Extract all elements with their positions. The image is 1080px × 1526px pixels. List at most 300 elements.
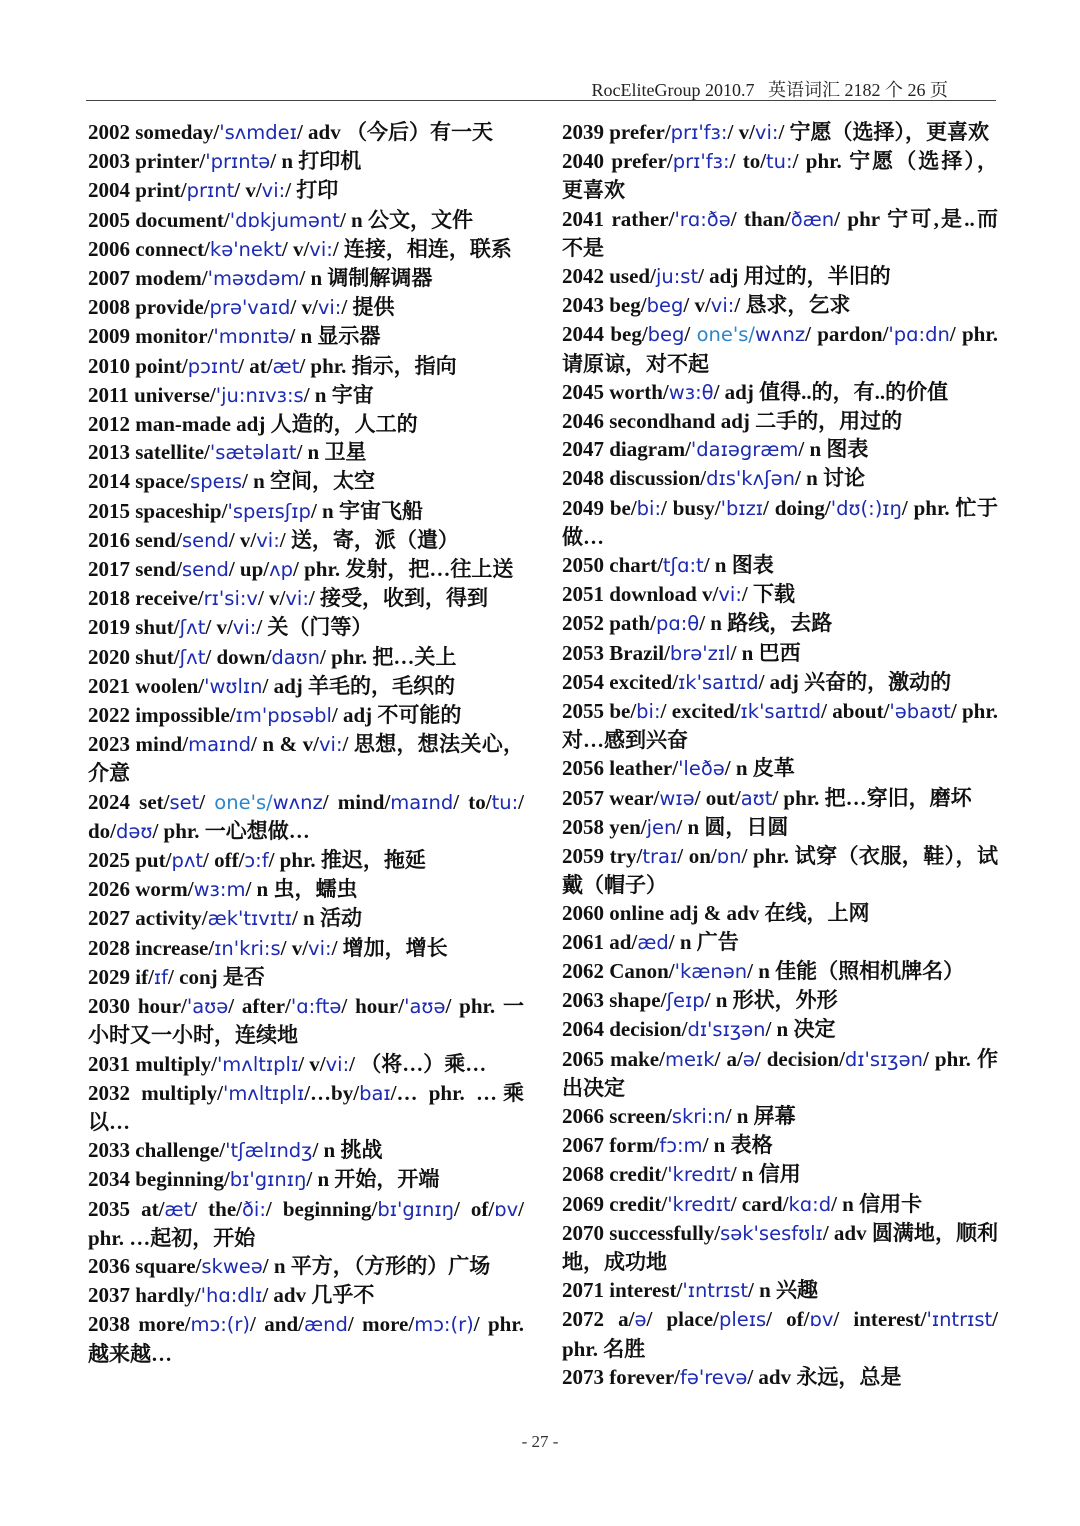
vocab-entry bbox=[88, 992, 524, 1049]
left-column bbox=[88, 118, 524, 1368]
phonetic: bɪ'gɪnɪŋ bbox=[377, 1197, 454, 1221]
vocab-entry bbox=[88, 730, 524, 787]
entry-text: / down/ bbox=[205, 644, 272, 669]
entry-word: 2065 make/ bbox=[562, 1046, 665, 1071]
entry-word: 2004 print/ bbox=[88, 178, 187, 203]
entry-text: / than/ bbox=[730, 206, 791, 231]
phonetic: kə'nekt bbox=[209, 237, 282, 261]
phonetic: tu: bbox=[766, 150, 793, 174]
phonetic: 'wʊlɪn bbox=[204, 674, 263, 698]
entry-text: / and/ bbox=[250, 1312, 304, 1337]
entry-word: 2005 document/ bbox=[88, 207, 230, 232]
phonetic: 'bɪzɪ bbox=[720, 496, 764, 520]
entry-text: / 下载 bbox=[741, 582, 796, 607]
vocab-entry bbox=[562, 842, 998, 899]
phonetic-ones: one's/ bbox=[214, 790, 273, 814]
entry-word: 2051 download bbox=[562, 582, 697, 607]
phonetic: brə'zɪl bbox=[669, 641, 731, 665]
vocab-entry bbox=[88, 1281, 524, 1310]
phonetic: 'hɑ:dlɪ bbox=[200, 1284, 263, 1308]
phonetic: vi: bbox=[319, 733, 343, 757]
entry-text: / of/ bbox=[453, 1196, 495, 1221]
entry-text: / n 宇宙飞船 bbox=[310, 498, 423, 523]
entry-text: / n 开始，开端 bbox=[306, 1167, 440, 1192]
entry-word: 2012 man-made bbox=[88, 412, 231, 437]
header-text bbox=[592, 76, 948, 102]
phonetic: vi: bbox=[710, 294, 735, 318]
entry-text: / n 讨论 bbox=[795, 466, 866, 491]
phonetic: ɪn'kri:s bbox=[214, 936, 281, 960]
entry-word: 2034 beginning/ bbox=[88, 1167, 230, 1192]
entry-word: 2028 increase/ bbox=[88, 935, 215, 960]
phonetic: 'ɪntrɪst bbox=[682, 1279, 749, 1303]
vocab-entry bbox=[88, 352, 524, 381]
entry-text: / phr. 越来越… bbox=[88, 1312, 524, 1366]
entry-text: / phr. 试穿（衣服，鞋），试戴（帽子） bbox=[562, 844, 998, 898]
vocab-entry bbox=[88, 264, 524, 293]
phonetic: bi: bbox=[636, 700, 661, 724]
phonetic: prə'vaɪd bbox=[209, 296, 291, 320]
entry-text: / phr. 忙于做… bbox=[562, 495, 998, 549]
vocab-entry bbox=[562, 1131, 998, 1160]
entry-word: 2043 beg/ bbox=[562, 293, 647, 318]
entry-word: 2056 leather/ bbox=[562, 756, 679, 781]
vocab-entry bbox=[88, 584, 524, 613]
phonetic: 'kredɪt bbox=[667, 1192, 731, 1216]
entry-word: 2045 worth/ bbox=[562, 379, 669, 404]
entry-word: 2073 forever/ bbox=[562, 1364, 680, 1389]
vocab-entry bbox=[562, 754, 998, 783]
phonetic: ə bbox=[742, 1047, 755, 1071]
phonetic: 'dʊ(:)ɪŋ bbox=[830, 496, 902, 520]
entry-word: 2041 rather/ bbox=[562, 206, 675, 231]
vocab-entry bbox=[562, 609, 998, 638]
vocab-entry bbox=[88, 235, 524, 264]
entry-word: 2022 impossible/ bbox=[88, 703, 236, 728]
entry-text: adj 人造的，人工的 bbox=[230, 412, 418, 437]
entry-text: / n 形状，外形 bbox=[704, 988, 838, 1013]
phonetic: 'kredɪt bbox=[667, 1163, 731, 1187]
vocab-entry bbox=[88, 963, 524, 992]
entry-word: 2013 satellite/ bbox=[88, 440, 210, 465]
entry-text: / phr. 发射，把…往上送 bbox=[293, 557, 514, 582]
phonetic: maɪnd bbox=[188, 733, 252, 757]
phonetic: prɪ'fɜ: bbox=[670, 121, 728, 144]
phonetic: fə'revə bbox=[679, 1365, 748, 1389]
entry-text: / adj 兴奋的，激动的 bbox=[758, 669, 952, 694]
phonetic: ju:st bbox=[655, 265, 699, 289]
phonetic: vi: bbox=[232, 616, 257, 640]
entry-word: 2057 wear/ bbox=[562, 785, 660, 810]
entry-text: / n 决定 bbox=[765, 1017, 836, 1042]
entry-word: 2003 printer/ bbox=[88, 149, 206, 174]
entry-word: 2023 mind/ bbox=[88, 732, 189, 757]
entry-word: 2027 activity/ bbox=[88, 906, 208, 931]
phonetic: tu: bbox=[491, 790, 519, 814]
entry-text: / to/ bbox=[729, 149, 767, 174]
entry-word: 2025 put/ bbox=[88, 848, 172, 873]
entry-text: / adv 几乎不 bbox=[262, 1283, 375, 1308]
vocab-entry bbox=[88, 438, 524, 467]
entry-text: / 关（门等） bbox=[256, 615, 373, 640]
entry-word: 2054 excited/ bbox=[562, 669, 679, 694]
entry-text: / v/ bbox=[234, 178, 262, 203]
entry-text: / more/ bbox=[347, 1312, 415, 1337]
entry-word: 2067 form/ bbox=[562, 1133, 660, 1158]
entry-word: 2033 challenge/ bbox=[88, 1138, 226, 1163]
entry-text: / adj 羊毛的，毛织的 bbox=[262, 673, 455, 698]
phonetic: vi: bbox=[317, 296, 342, 320]
entry-text: / 增加，增长 bbox=[331, 935, 448, 960]
phonetic: vi: bbox=[256, 528, 280, 552]
phonetic: ðæn bbox=[790, 207, 835, 231]
entry-text: / v/ bbox=[298, 1051, 326, 1076]
phonetic: 'tʃælɪndʒ bbox=[225, 1139, 313, 1163]
phonetic: vi: bbox=[285, 587, 309, 611]
entry-text: / phr. 指示，指向 bbox=[299, 353, 457, 378]
phonetic: pleɪs bbox=[718, 1308, 767, 1332]
vocab-entry bbox=[88, 293, 524, 322]
entry-text: / phr. 作出决定 bbox=[562, 1046, 999, 1100]
vocab-entry bbox=[88, 526, 524, 555]
phonetic: wɪə bbox=[659, 786, 695, 810]
entry-word: 2059 try/ bbox=[562, 844, 643, 869]
entry-word: 2044 beg/ bbox=[562, 322, 648, 347]
entry-text: / n 表格 bbox=[702, 1133, 773, 1158]
page-header bbox=[0, 0, 1080, 100]
vocab-entry bbox=[562, 697, 998, 754]
vocab-entry bbox=[562, 639, 998, 668]
phonetic: ænd bbox=[303, 1313, 348, 1337]
phonetic: mɔ:(r) bbox=[414, 1313, 474, 1337]
entry-text: / n 图表 bbox=[798, 437, 869, 462]
entry-text: / phr. 把…关上 bbox=[320, 644, 457, 669]
vocab-entry bbox=[88, 875, 524, 904]
phonetic: ɒn bbox=[716, 845, 742, 869]
phonetic: meɪk bbox=[664, 1047, 715, 1071]
phonetic: ɪk'saɪtɪd bbox=[678, 670, 759, 694]
phonetic: ɒv bbox=[809, 1308, 834, 1332]
entry-text: / n 宇宙 bbox=[303, 382, 374, 407]
right-column bbox=[562, 118, 998, 1392]
vocab-entry bbox=[88, 672, 524, 701]
vocab-entry bbox=[562, 899, 998, 927]
phonetic: ʃʌt bbox=[179, 616, 206, 640]
phonetic: skweə bbox=[201, 1254, 263, 1278]
entry-text: / phr. 把…穿旧，磨坏 bbox=[772, 785, 972, 810]
entry-text: adj & adv 在线，上网 bbox=[664, 901, 870, 926]
entry-word: 2058 yen/ bbox=[562, 814, 647, 839]
entry-text: / phr. 对…感到兴奋 bbox=[562, 699, 998, 753]
entry-text: / n 平方，（方形的）广场 bbox=[262, 1253, 491, 1278]
phonetic: vi: bbox=[754, 121, 779, 144]
vocab-entry bbox=[562, 784, 998, 813]
phonetic: dəʊ bbox=[116, 819, 153, 843]
entry-text: / n 信用 bbox=[730, 1162, 801, 1187]
phonetic: 'ɪntrɪst bbox=[926, 1308, 993, 1332]
vocab-entry bbox=[88, 147, 524, 176]
entry-text: / v/ bbox=[281, 236, 310, 261]
vocab-entry bbox=[88, 1050, 524, 1079]
vocab-entry bbox=[562, 407, 998, 435]
entry-text: / n 卫星 bbox=[296, 440, 367, 465]
vocab-entry bbox=[562, 1305, 998, 1362]
phonetic: vi: bbox=[309, 237, 333, 261]
entry-word: 2062 Canon/ bbox=[562, 958, 675, 983]
phonetic: 'sʌmdeɪ bbox=[219, 121, 297, 144]
entry-text: / off/ bbox=[203, 848, 245, 873]
vocab-entry bbox=[88, 322, 524, 351]
entry-text: / beginning/ bbox=[265, 1196, 378, 1221]
entry-text: / 接受，收到，得到 bbox=[308, 586, 489, 611]
entry-text: / adv 永远，总是 bbox=[747, 1364, 902, 1389]
vocab-entry bbox=[562, 957, 998, 986]
phonetic: ɪk'saɪtɪd bbox=[740, 700, 822, 724]
vocab-entry bbox=[562, 378, 998, 407]
entry-text: / conj 是否 bbox=[168, 964, 265, 989]
vocab-entry bbox=[562, 435, 998, 464]
entry-text: / up/ bbox=[228, 557, 270, 582]
vocab-entry bbox=[88, 788, 524, 846]
entry-text: / n 挑战 bbox=[312, 1138, 383, 1163]
phonetic: bɪ'gɪnɪŋ bbox=[229, 1168, 307, 1192]
vocab-entry bbox=[562, 118, 998, 147]
phonetic: bi: bbox=[636, 496, 662, 520]
entry-text: / n 显示器 bbox=[289, 324, 381, 349]
phonetic: æd bbox=[637, 930, 669, 954]
entry-text: / n 信用卡 bbox=[831, 1191, 923, 1216]
phonetic: wɜ:θ bbox=[668, 380, 714, 404]
entry-word: 2017 send/ bbox=[88, 557, 182, 582]
entry-text: / adv （今后）有一天 bbox=[296, 120, 493, 144]
phonetic: wʌnz bbox=[272, 790, 323, 814]
entry-word: 2048 discussion/ bbox=[562, 466, 707, 491]
phonetic: ɒv bbox=[494, 1197, 519, 1221]
phonetic-ones: one's/ bbox=[696, 323, 755, 347]
entry-text: / n 兴趣 bbox=[748, 1278, 819, 1303]
phonetic: skri:n bbox=[671, 1104, 726, 1128]
phonetic: aʊt bbox=[740, 786, 773, 810]
entry-word: 2037 hardly/ bbox=[88, 1283, 201, 1308]
phonetic: pɔɪnt bbox=[187, 354, 239, 378]
phonetic: 'dɒkjumənt bbox=[229, 208, 340, 232]
entry-text: / to/ bbox=[453, 789, 492, 814]
entry-word: 2026 worm/ bbox=[88, 877, 194, 902]
vocab-entry bbox=[562, 813, 998, 842]
vocab-entry bbox=[88, 176, 524, 205]
phonetic: vi: bbox=[261, 179, 286, 203]
entry-text: / 连接，相连，联系 bbox=[332, 236, 512, 261]
entry-word: 2006 connect/ bbox=[88, 236, 210, 261]
vocab-entry bbox=[562, 928, 998, 957]
phonetic: æk'tɪvɪtɪ bbox=[207, 907, 292, 931]
vocab-entry bbox=[88, 904, 524, 933]
phonetic: wʌnz bbox=[754, 323, 806, 347]
phonetic: wɜ:m bbox=[193, 878, 246, 902]
phonetic: baɪ bbox=[359, 1081, 391, 1105]
vocab-entry bbox=[88, 1252, 524, 1281]
entry-text: / n 活动 bbox=[291, 906, 362, 931]
vocab-entry bbox=[562, 1045, 998, 1102]
entry-text: / on/ bbox=[677, 844, 717, 869]
phonetic: kɑ:d bbox=[788, 1192, 832, 1216]
entry-text: / adj 用过的，半旧的 bbox=[698, 264, 891, 289]
entry-text: / n & v/ bbox=[251, 732, 319, 757]
entry-word: 2038 more/ bbox=[88, 1312, 191, 1337]
vocab-entry bbox=[562, 1015, 998, 1044]
entry-text: / mind/ bbox=[322, 789, 391, 814]
phonetic: daʊn bbox=[271, 645, 321, 669]
phonetic: ɪf bbox=[153, 965, 169, 989]
entry-text: adj 二手的，用过的 bbox=[715, 409, 903, 434]
phonetic: 'leðə bbox=[678, 757, 725, 781]
vocab-entry bbox=[562, 262, 998, 291]
phonetic: vi: bbox=[325, 1052, 350, 1076]
vocab-entry bbox=[562, 1190, 998, 1219]
vocab-entry bbox=[88, 497, 524, 526]
entry-word: 2032 multiply/ bbox=[88, 1080, 223, 1105]
entry-text: / v/ bbox=[257, 586, 286, 611]
entry-text: / n 打印机 bbox=[270, 149, 362, 174]
vocab-entry bbox=[88, 1195, 524, 1252]
vocab-entry bbox=[562, 1276, 998, 1305]
entry-word: 2008 provide/ bbox=[88, 295, 210, 320]
phonetic: ə bbox=[634, 1308, 647, 1332]
phonetic: 'mɒnɪtə bbox=[213, 325, 290, 349]
header-title: 英语词汇 2182 个 26 页 bbox=[768, 80, 948, 100]
entry-word: 2016 send/ bbox=[88, 527, 182, 552]
entry-word: 2068 credit/ bbox=[562, 1162, 668, 1187]
entry-word: 2009 monitor/ bbox=[88, 324, 214, 349]
phonetic: send bbox=[181, 528, 229, 552]
phonetic: 'speɪsʃɪp bbox=[227, 499, 311, 523]
entry-word: 2040 prefer/ bbox=[562, 149, 673, 174]
phonetic: beg bbox=[646, 294, 684, 318]
entry-word: 2042 used/ bbox=[562, 264, 656, 289]
entry-word: 2063 shape/ bbox=[562, 988, 667, 1013]
entry-text: / phr. 推迟，拖延 bbox=[268, 848, 426, 873]
vocab-entry bbox=[562, 668, 998, 697]
vocab-entry bbox=[562, 320, 998, 377]
entry-text: / v/ bbox=[280, 935, 309, 960]
entry-text: / v/ bbox=[727, 120, 755, 144]
entry-text: / phr 宁可,是..而不是 bbox=[562, 206, 998, 260]
entry-text: / excited/ bbox=[660, 699, 741, 724]
vocab-entry bbox=[562, 1160, 998, 1189]
entry-text: v/ bbox=[696, 582, 719, 607]
entry-text: / do/ bbox=[88, 789, 524, 843]
phonetic: 'prɪntə bbox=[205, 150, 271, 174]
entry-text: / v/ bbox=[683, 293, 711, 318]
entry-text: / （将…）乘… bbox=[349, 1051, 487, 1076]
phonetic: send bbox=[181, 558, 229, 582]
vocab-entry bbox=[88, 118, 524, 147]
entry-word: 2050 chart/ bbox=[562, 553, 663, 578]
phonetic: 'ju:nɪvɜ:s bbox=[215, 383, 304, 407]
entry-word: 2055 be/ bbox=[562, 699, 637, 724]
entry-text: / doing/ bbox=[763, 495, 831, 520]
phonetic: æt bbox=[164, 1197, 192, 1221]
phonetic: 'sætəlaɪt bbox=[209, 441, 297, 465]
entry-text: / decision/ bbox=[754, 1046, 845, 1071]
phonetic: beg bbox=[647, 323, 685, 347]
entry-word: 2036 square/ bbox=[88, 1253, 202, 1278]
entry-word: 2029 if/ bbox=[88, 964, 154, 989]
entry-text: / after/ bbox=[228, 994, 291, 1019]
vocab-entry bbox=[88, 701, 524, 730]
phonetic: ʃʌt bbox=[179, 645, 206, 669]
entry-text: / phr. 名胜 bbox=[562, 1307, 998, 1361]
entry-word: 2060 online bbox=[562, 901, 665, 926]
entry-word: 2019 shut/ bbox=[88, 615, 180, 640]
phonetic: prɪnt bbox=[186, 179, 235, 203]
entry-word: 2002 someday/ bbox=[88, 120, 220, 144]
phonetic: speɪs bbox=[190, 470, 243, 494]
phonetic: dɪs'kʌʃən bbox=[706, 467, 796, 491]
entry-text: / of/ bbox=[766, 1307, 810, 1332]
entry-text: / bbox=[199, 789, 215, 814]
entry-text: / phr. 请原谅，对不起 bbox=[562, 322, 998, 376]
entry-word: 2046 secondhand bbox=[562, 409, 716, 434]
phonetic: sək'sesfʊlɪ bbox=[720, 1221, 823, 1245]
vocab-entry bbox=[562, 291, 998, 320]
phonetic: maɪnd bbox=[390, 790, 454, 814]
header-divider bbox=[86, 100, 996, 101]
entry-word: 2011 universe/ bbox=[88, 382, 216, 407]
vocab-entry bbox=[562, 551, 998, 580]
entry-word: 2031 multiply/ bbox=[88, 1051, 217, 1076]
vocab-entry bbox=[562, 1102, 998, 1131]
phonetic: fɔ:m bbox=[659, 1134, 703, 1158]
phonetic: pʌt bbox=[171, 849, 204, 873]
entry-text: / n 圆，日圆 bbox=[676, 814, 789, 839]
entry-word: 2021 woolen/ bbox=[88, 673, 205, 698]
entry-word: 2052 path/ bbox=[562, 611, 656, 636]
page-number: - 27 - bbox=[521, 1432, 559, 1451]
entry-word: 2047 diagram/ bbox=[562, 437, 691, 462]
vocab-entry bbox=[88, 381, 524, 410]
entry-text: / adv 圆满地，顺利地，成功地 bbox=[562, 1220, 998, 1274]
phonetic: ɔ:f bbox=[244, 849, 269, 873]
entry-word: 2007 modem/ bbox=[88, 266, 208, 291]
phonetic: ʃeɪp bbox=[666, 989, 705, 1013]
entry-text: / v/ bbox=[205, 615, 233, 640]
entry-word: 2035 at/ bbox=[88, 1196, 165, 1221]
entry-word: 2066 screen/ bbox=[562, 1103, 672, 1128]
entry-text: / out/ bbox=[694, 785, 741, 810]
entry-text: / busy/ bbox=[661, 495, 721, 520]
entry-text: / 提供 bbox=[341, 295, 395, 320]
entry-word: 2039 prefer/ bbox=[562, 120, 671, 144]
vocab-entry bbox=[88, 1310, 524, 1367]
phonetic: dɪ'sɪʒən bbox=[687, 1018, 766, 1042]
entry-text: / n 虫，蠕虫 bbox=[245, 877, 358, 902]
entry-text: / n 广告 bbox=[668, 929, 739, 954]
entry-word: 2024 set/ bbox=[88, 789, 170, 814]
phonetic: mɔ:(r) bbox=[190, 1313, 251, 1337]
phonetic: 'mʌltɪplɪ bbox=[216, 1052, 299, 1076]
entry-text: / 打印 bbox=[285, 178, 339, 203]
vocab-entry bbox=[88, 1136, 524, 1165]
phonetic: 'aʊə bbox=[186, 995, 229, 1019]
entry-text: / n 图表 bbox=[703, 553, 774, 578]
entry-text: / v/ bbox=[228, 527, 257, 552]
vocab-entry bbox=[88, 613, 524, 642]
entry-text: / hour/ bbox=[341, 994, 405, 1019]
phonetic: 'daɪəgræm bbox=[690, 438, 799, 462]
phonetic: 'kænən bbox=[674, 959, 748, 983]
entry-text: / phr. …起初，开始 bbox=[88, 1196, 524, 1250]
